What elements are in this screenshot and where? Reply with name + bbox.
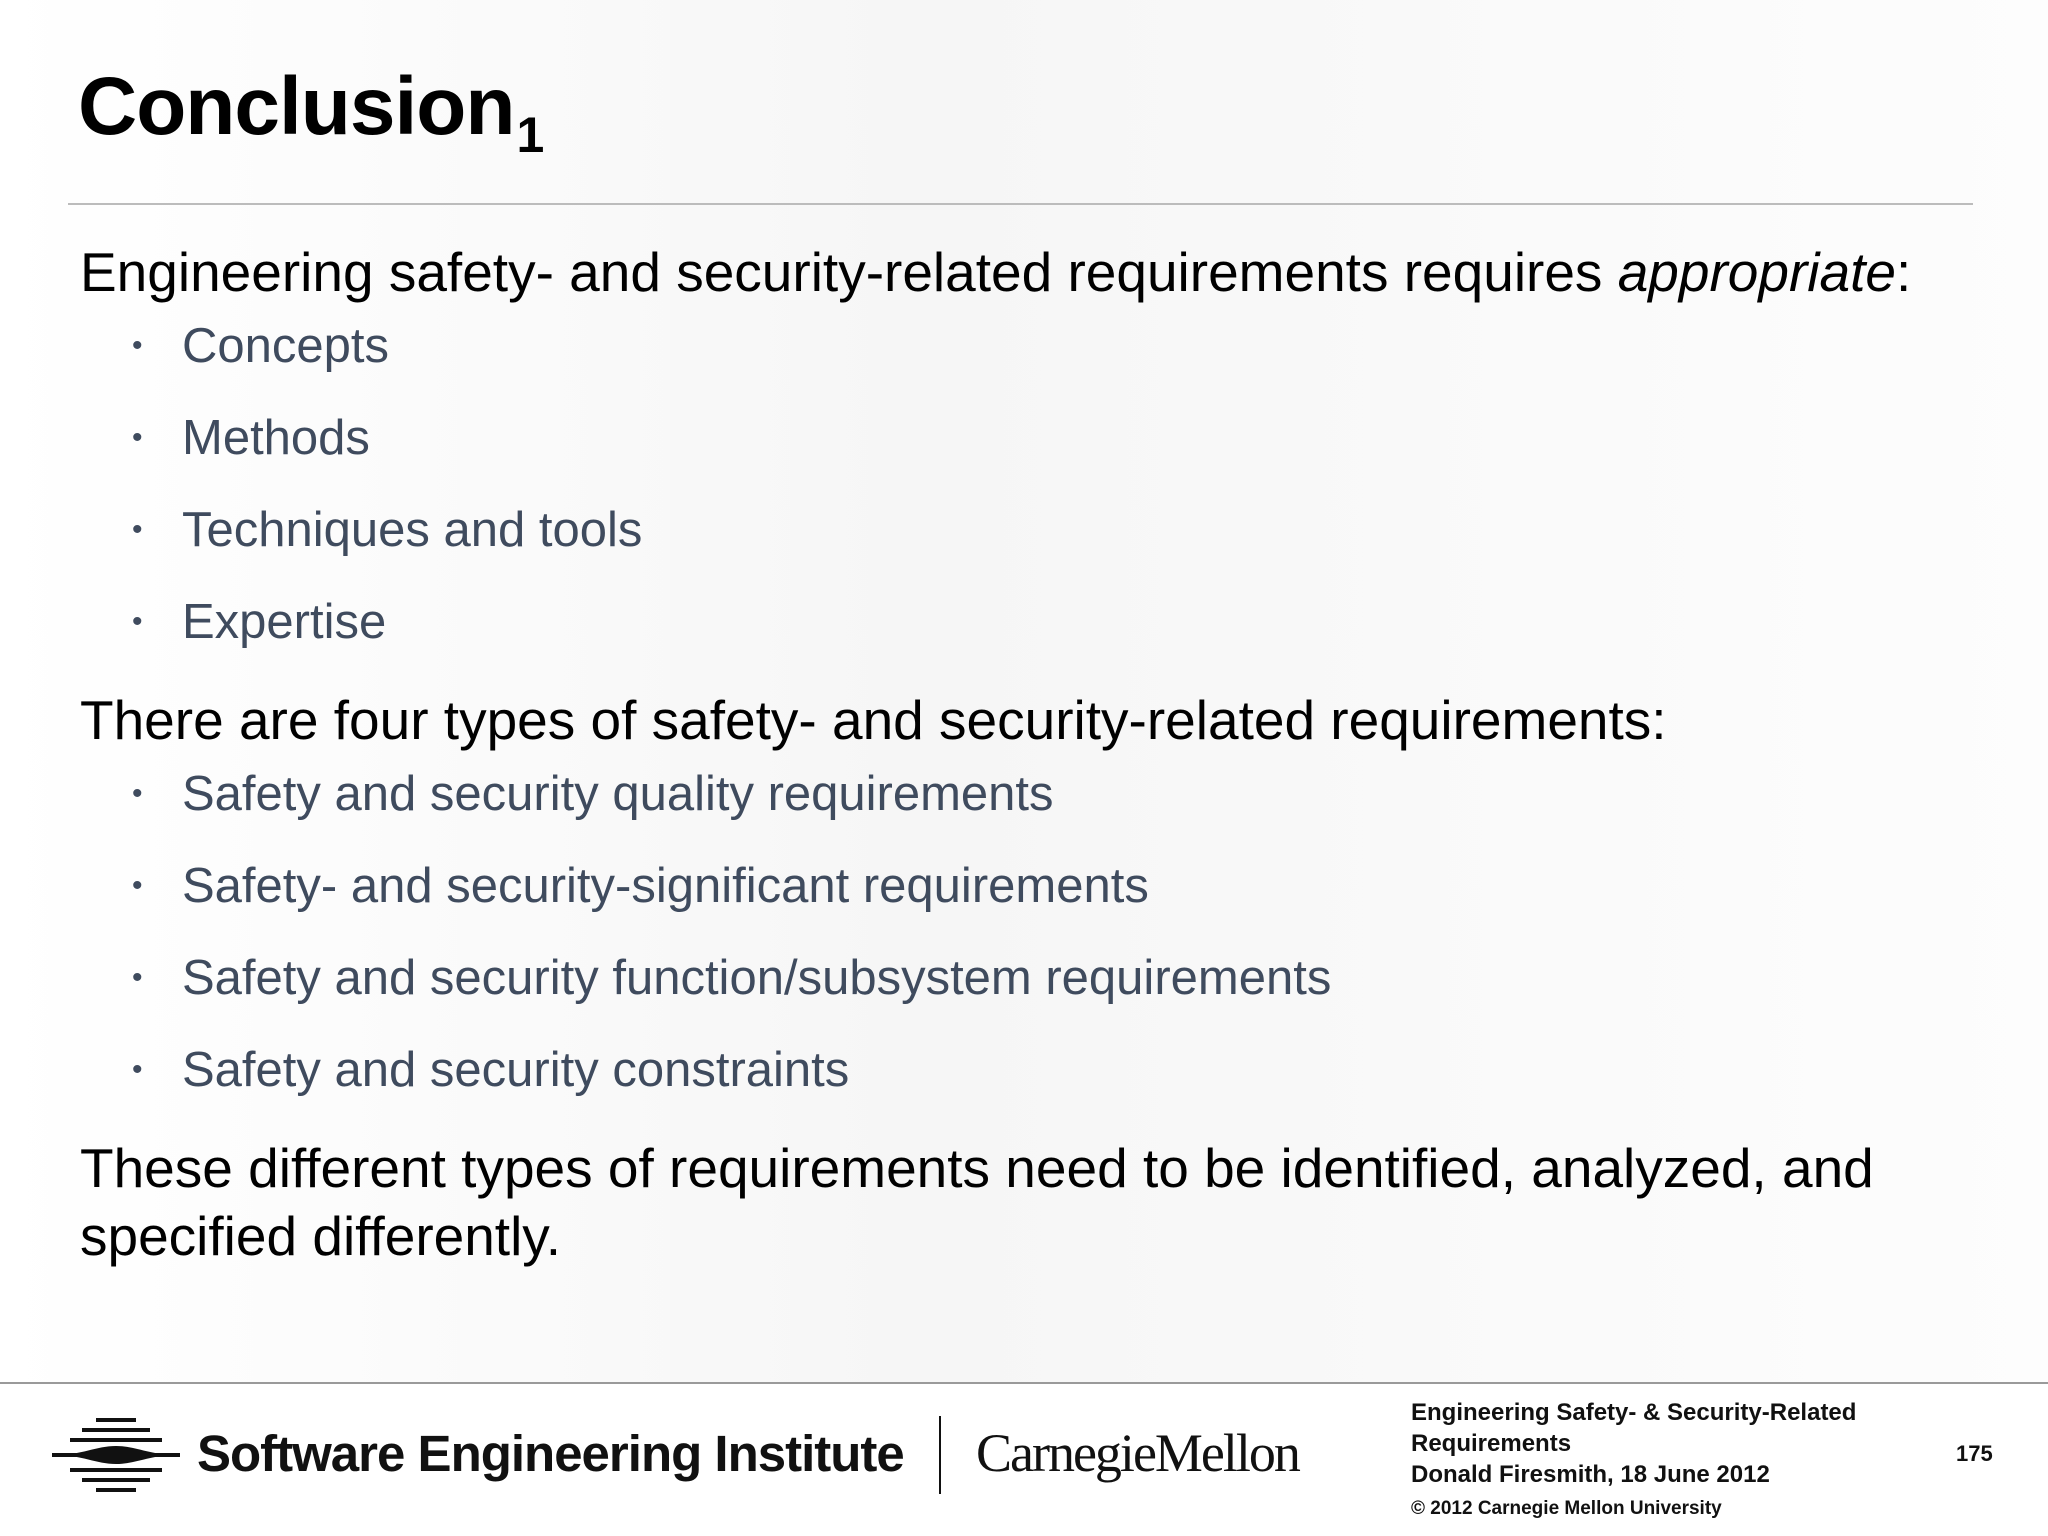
slide-title (78, 62, 543, 163)
intro-paragraph (80, 238, 1980, 306)
bullet-icon: • (132, 1053, 143, 1086)
bullet-icon: • (132, 605, 143, 638)
list-item-text: Techniques and tools (182, 503, 643, 557)
footer-info (1411, 1397, 1911, 1524)
title-subscript: 1 (516, 107, 544, 163)
list-item-text: Safety and security constraints (182, 1043, 850, 1097)
bullet-icon: • (132, 329, 143, 362)
list-item-text: Expertise (182, 595, 387, 649)
title-divider (68, 203, 1973, 205)
list-item (80, 766, 1980, 822)
list-item (80, 502, 1980, 558)
bullet-icon: • (132, 777, 143, 810)
title-text: Conclusion (78, 61, 515, 152)
list-item-text: Safety and security function/subsystem requirements (182, 951, 1332, 1005)
intro-prefix: Engineering safety- and security-related requirements requires (80, 241, 1618, 303)
requirement-types-list (80, 766, 1980, 1098)
logo-separator (939, 1416, 941, 1494)
author-date: Donald Firesmith, 18 June 2012 (1411, 1461, 1770, 1488)
list-item-text: Safety- and security-significant requirements (182, 859, 1149, 913)
list-item (80, 1042, 1980, 1098)
cmu-wordmark: CarnegieMellon (976, 1423, 1299, 1483)
presentation-title: Engineering Safety- & Security-Related Requirements (1411, 1399, 1857, 1457)
bullet-icon: • (132, 961, 143, 994)
list-item-text: Safety and security quality requirements (182, 767, 1054, 821)
bullet-icon: • (132, 869, 143, 902)
list-item-text: Concepts (182, 319, 390, 373)
copyright: © 2012 Carnegie Mellon University (1411, 1498, 1722, 1519)
types-heading: There are four types of safety- and security-related requirements: (80, 689, 1667, 751)
intro-suffix: : (1895, 241, 1912, 303)
list-item (80, 594, 1980, 650)
sei-wordmark: Software Engineering Institute (197, 1425, 904, 1482)
sei-logo-icon (52, 1416, 180, 1494)
requirements-needs-list (80, 318, 1980, 650)
list-item (80, 858, 1980, 914)
list-item (80, 950, 1980, 1006)
list-item (80, 318, 1980, 374)
bullet-icon: • (132, 421, 143, 454)
page-number: 175 (1956, 1441, 1993, 1466)
bullet-icon: • (132, 513, 143, 546)
slide-body (80, 238, 1980, 1270)
intro-emphasis: appropriate (1617, 241, 1896, 303)
closing-paragraph: These different types of requirements need to be identified, analyzed, and specified differently. (80, 1137, 1874, 1267)
list-item-text: Methods (182, 411, 370, 465)
list-item (80, 410, 1980, 466)
